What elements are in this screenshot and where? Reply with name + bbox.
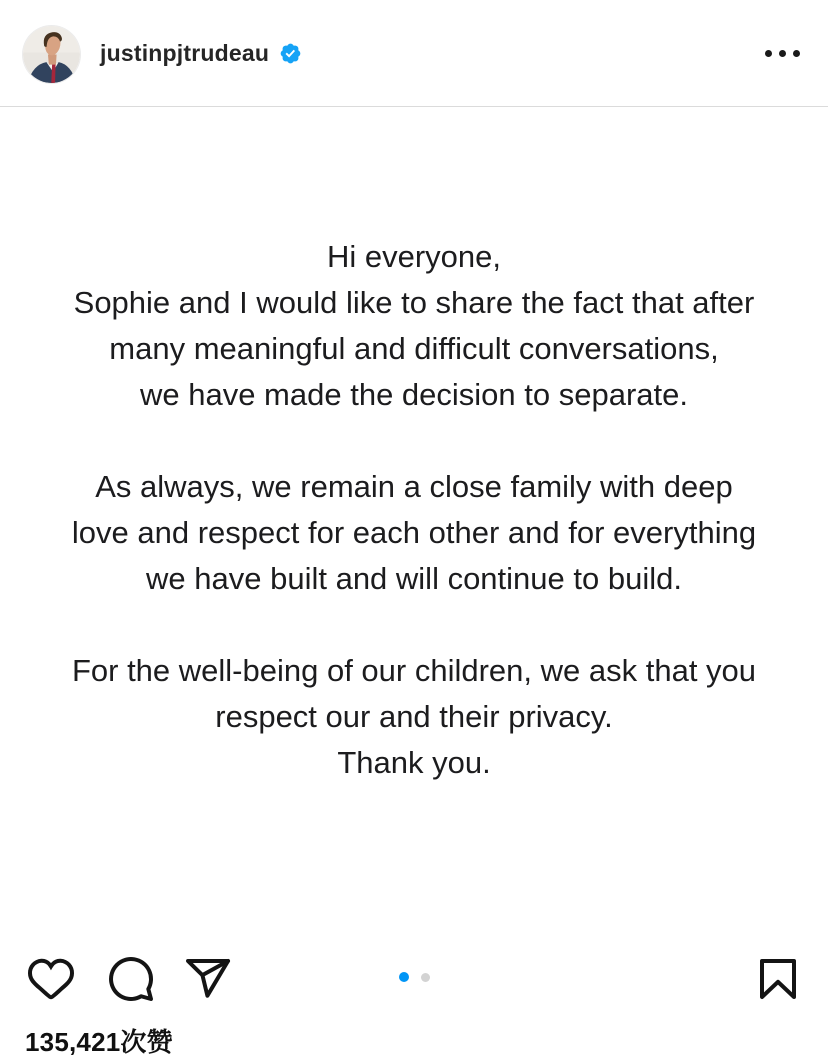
avatar[interactable] — [23, 26, 80, 83]
post-paragraph — [0, 648, 828, 786]
heart-icon — [27, 955, 75, 1003]
verified-badge-icon — [279, 42, 302, 65]
carousel-dot — [421, 973, 430, 982]
post-text-line: we have made the decision to separate. — [139, 376, 688, 412]
post-paragraph — [0, 234, 828, 418]
post-text-line: For the well-being of our children, we ask that you — [71, 652, 757, 688]
bookmark-icon — [754, 955, 802, 1003]
ellipsis-icon — [779, 50, 786, 57]
post-image-slide[interactable] — [0, 109, 828, 953]
like-button[interactable] — [27, 955, 75, 1003]
save-button[interactable] — [754, 955, 802, 1003]
post-header — [0, 0, 828, 107]
post-text-line: we have built and will continue to build. — [146, 560, 682, 596]
more-options-button[interactable] — [765, 0, 800, 107]
post-text-line: Hi everyone, — [326, 238, 502, 274]
post-text-line: respect our and their privacy. — [215, 698, 613, 734]
post-text-line: love and respect for each other and for everything — [71, 514, 757, 550]
likes-count[interactable]: 135,421次赞 — [25, 1027, 173, 1057]
post-text-line: Thank you. — [337, 744, 491, 780]
post-paragraph — [0, 464, 828, 602]
ellipsis-icon — [793, 50, 800, 57]
avatar-portrait-image — [23, 26, 80, 83]
comment-icon — [107, 955, 155, 1003]
post-text-line: many meaningful and difficult conversations, — [109, 330, 719, 366]
carousel-dot-active — [399, 972, 409, 982]
ellipsis-icon — [765, 50, 772, 57]
post-text-line: As always, we remain a close family with deep — [95, 468, 733, 504]
user-row — [100, 0, 302, 107]
paper-plane-icon — [184, 955, 232, 1003]
username[interactable]: justinpjtrudeau — [100, 40, 270, 66]
comment-button[interactable] — [107, 955, 155, 1003]
post-text-line: Sophie and I would like to share the fact that after — [73, 284, 755, 320]
post-text — [0, 109, 828, 786]
share-button[interactable] — [184, 955, 232, 1003]
